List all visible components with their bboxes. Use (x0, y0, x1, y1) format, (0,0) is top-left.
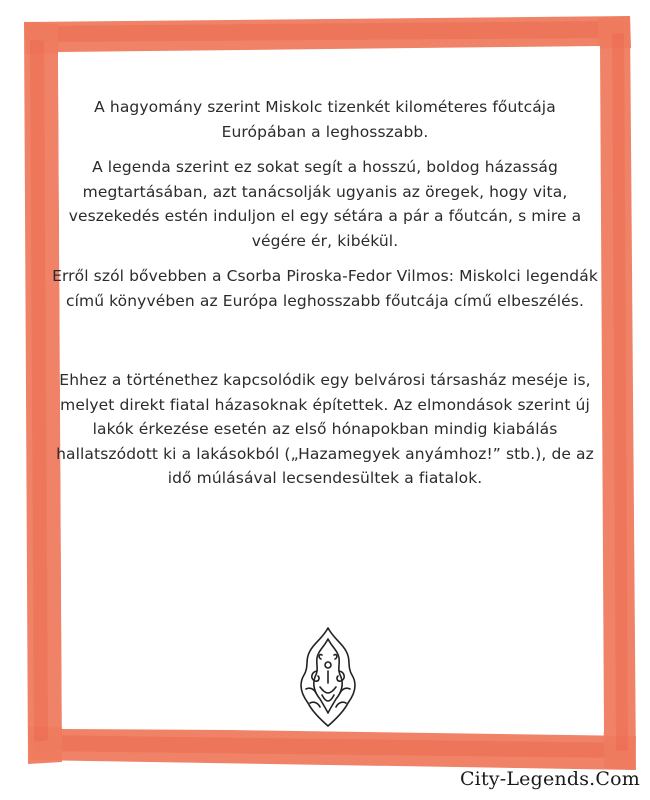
paragraph-source: Erről szól bővebben a Csorba Piroska-Fedor Vilmos: Miskolci legendák című könyvében az Európa leghosszabb főutcája című elbeszélés. (52, 267, 598, 310)
paragraph-story: Ehhez a történethez kapcsolódik egy belvárosi társasház meséje is, melyet direkt fiatal házasoknak építettek. Az elmondások szerint új lakók érkezése esetén az első hónapokban mindig kiabálás hallatszódott ki a lakásokból („Hazamegyek anyámhoz!” stb.), de az idő múlásával lecsendesültek a fiatalok. (56, 371, 594, 487)
paragraph-intro: A hagyomány szerint Miskolc tizenkét kilométeres főutcája Európában a leghosszabb. (94, 98, 556, 141)
story-text (52, 95, 598, 502)
floral-ornament-icon (292, 625, 364, 730)
paragraph-legend: A legenda szerint ez sokat segít a hosszú, boldog házasság megtartásában, azt tanácsolják ugyanis az öregek, hogy vita, veszekedés estén induljon el egy sétára a pár a főutcán, s mire a végére ér, kibékül. (68, 158, 582, 250)
brand-watermark: City-Legends.Com (459, 768, 640, 790)
